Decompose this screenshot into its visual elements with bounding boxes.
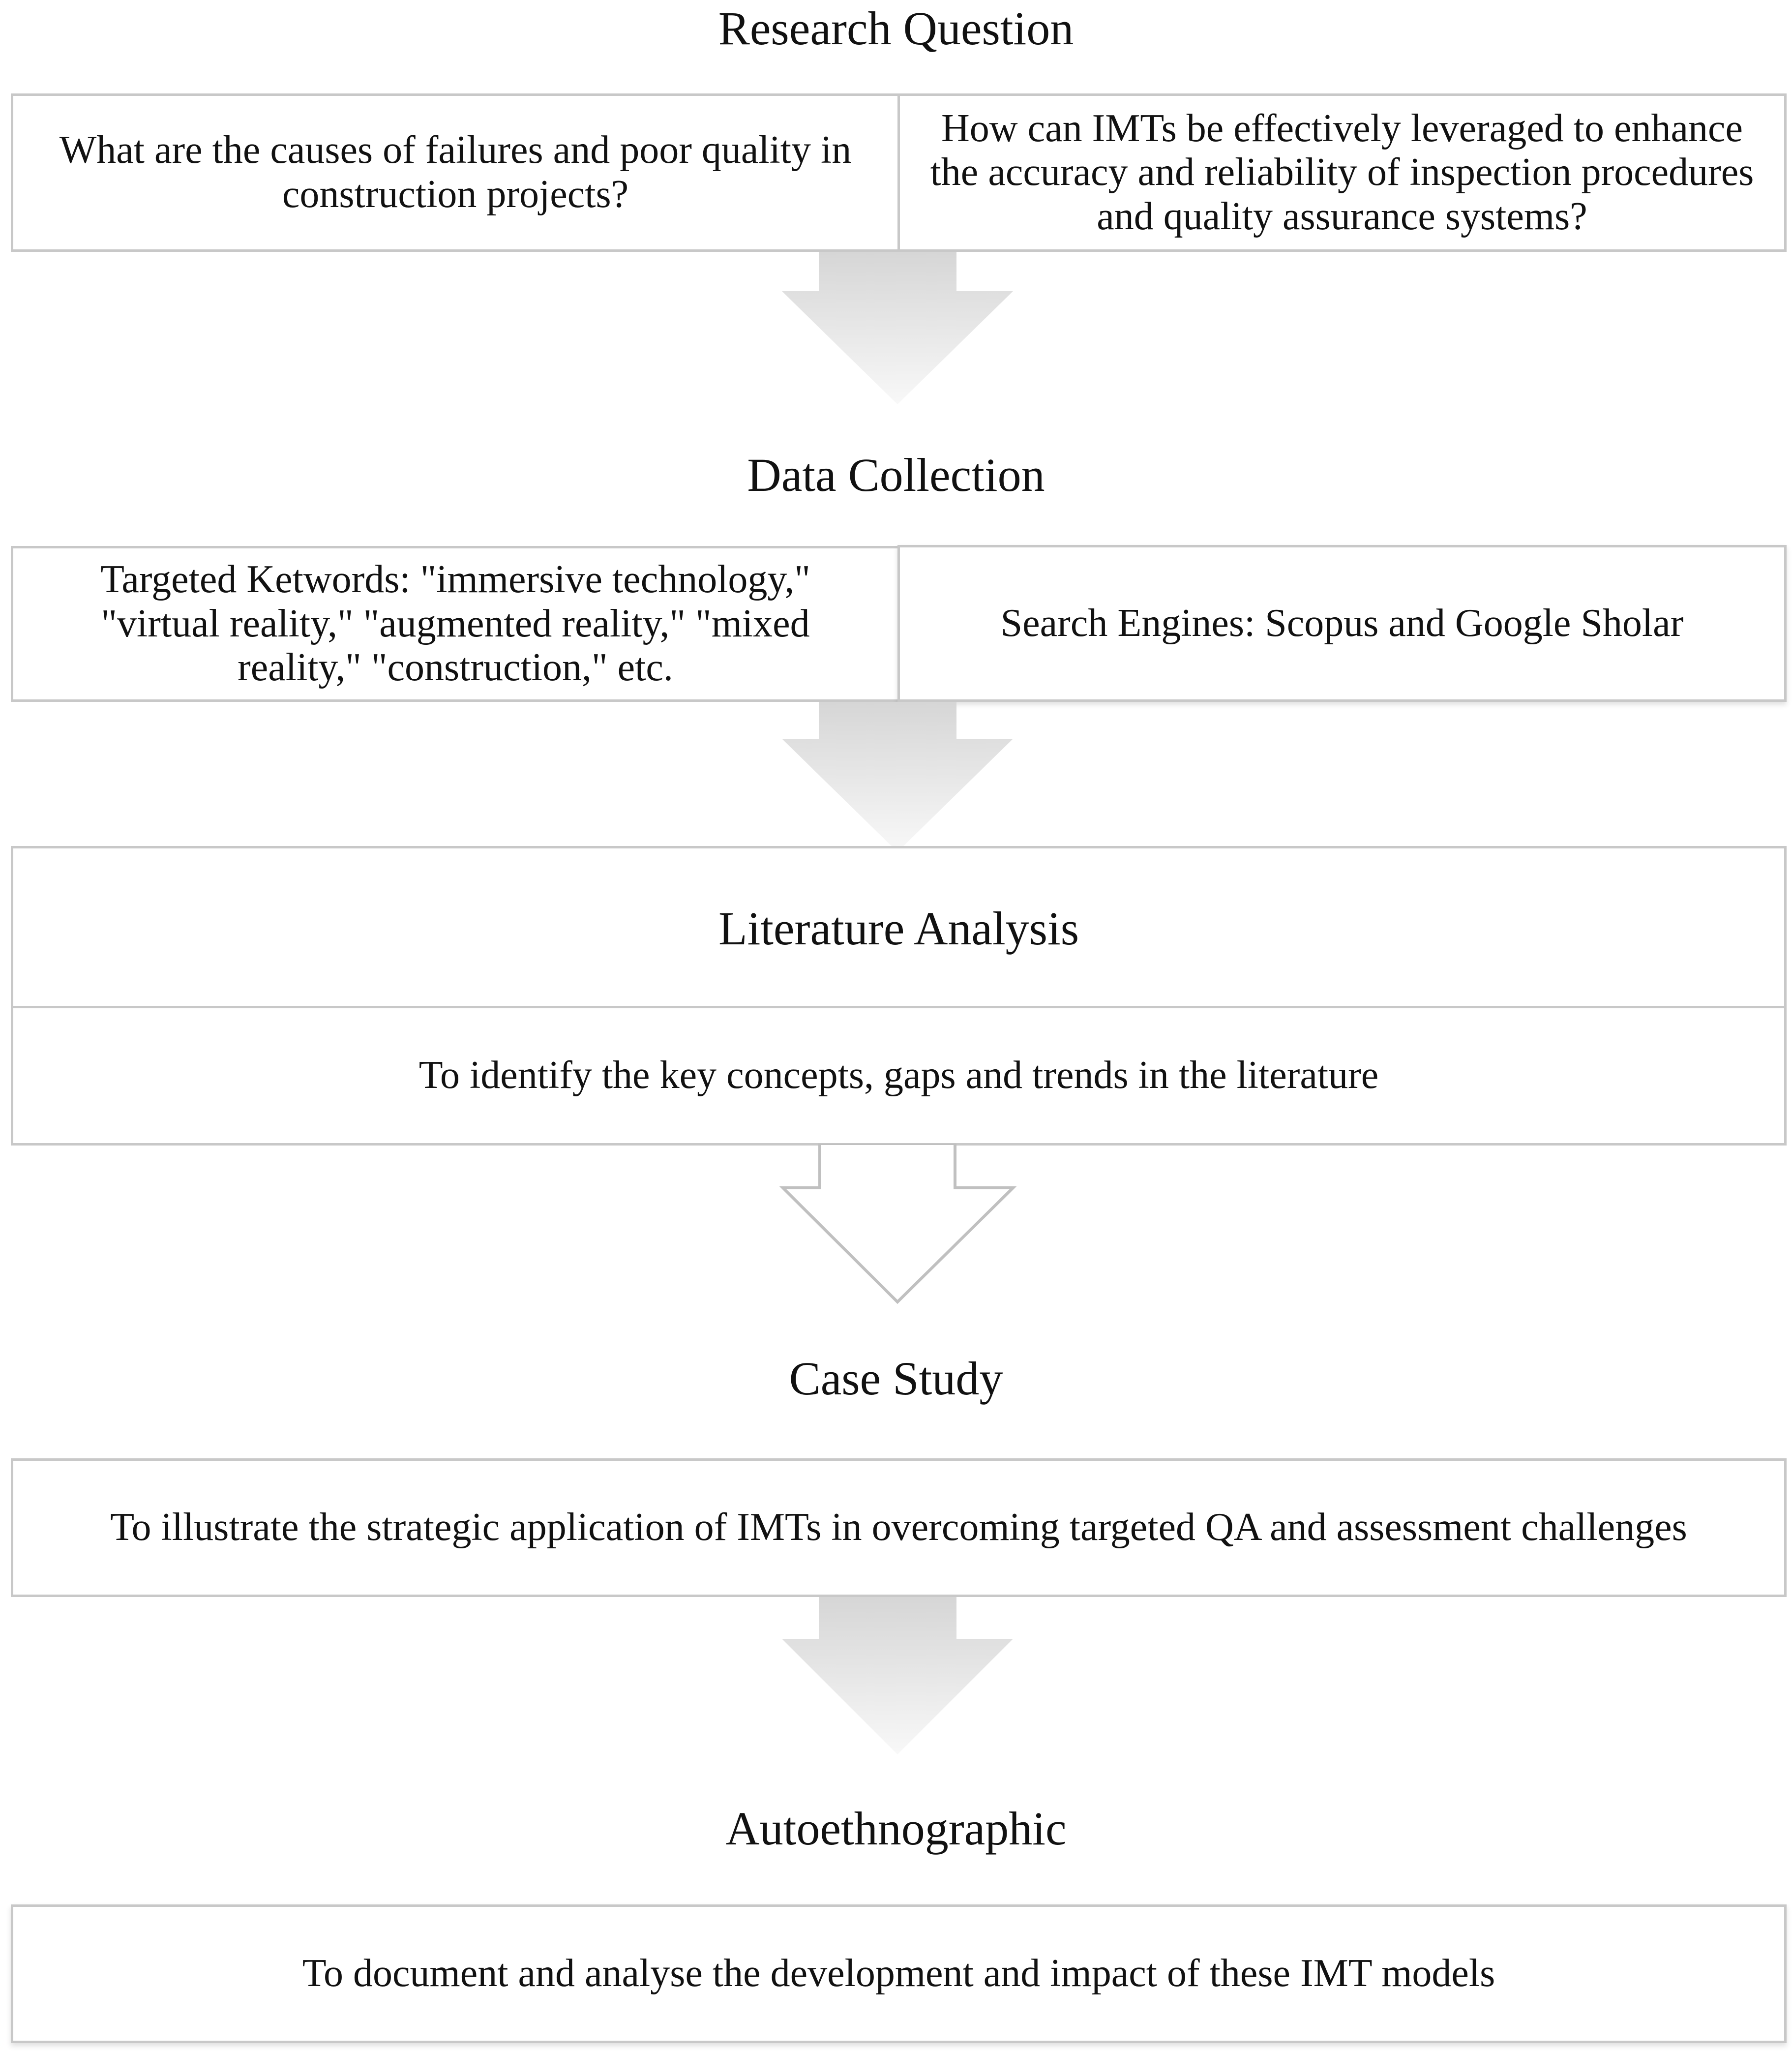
data-collection-left-box <box>11 546 900 702</box>
research-question-left-box <box>11 93 900 252</box>
literature-analysis-description-box <box>11 1006 1787 1146</box>
case-study-heading: Case Study <box>789 1352 1003 1405</box>
autoethnographic-heading: Autoethnographic <box>725 1802 1067 1855</box>
data-collection-keywords-text: Targeted Ketwords: "immersive technology," "virtual reality," "augmented reality," "mixed reality," "construction," etc. <box>100 558 810 690</box>
flow-arrow-down-icon <box>782 1597 1018 1757</box>
data-collection-heading: Data Collection <box>747 449 1045 501</box>
flow-arrow-down-icon <box>779 1144 1020 1306</box>
data-collection-right-box <box>897 545 1787 702</box>
data-collection-search-engines-text: Search Engines: Scopus and Google Sholar <box>1000 601 1684 645</box>
flow-arrow-down-icon <box>782 252 1018 407</box>
research-question-right-text: How can IMTs be effectively leveraged to enhance the accuracy and reliability of inspection procedures and quality assurance systems? <box>930 106 1754 238</box>
research-question-left-text: What are the causes of failures and poor quality in construction projects? <box>59 128 852 216</box>
research-question-heading: Research Question <box>718 2 1074 55</box>
flow-arrow-down-icon <box>782 702 1018 857</box>
case-study-description-box <box>11 1458 1787 1597</box>
literature-analysis-heading: Literature Analysis <box>718 902 1079 955</box>
case-study-description: To illustrate the strategic application of IMTs in overcoming targeted QA and assessment challenges <box>110 1506 1687 1549</box>
research-question-right-box <box>897 93 1787 252</box>
autoethnographic-description-box <box>11 1904 1787 2043</box>
literature-analysis-description: To identify the key concepts, gaps and trends in the literature <box>418 1054 1379 1097</box>
autoethnographic-description: To document and analyse the development and impact of these IMT models <box>302 1952 1495 1995</box>
literature-analysis-title-box <box>11 846 1787 1008</box>
